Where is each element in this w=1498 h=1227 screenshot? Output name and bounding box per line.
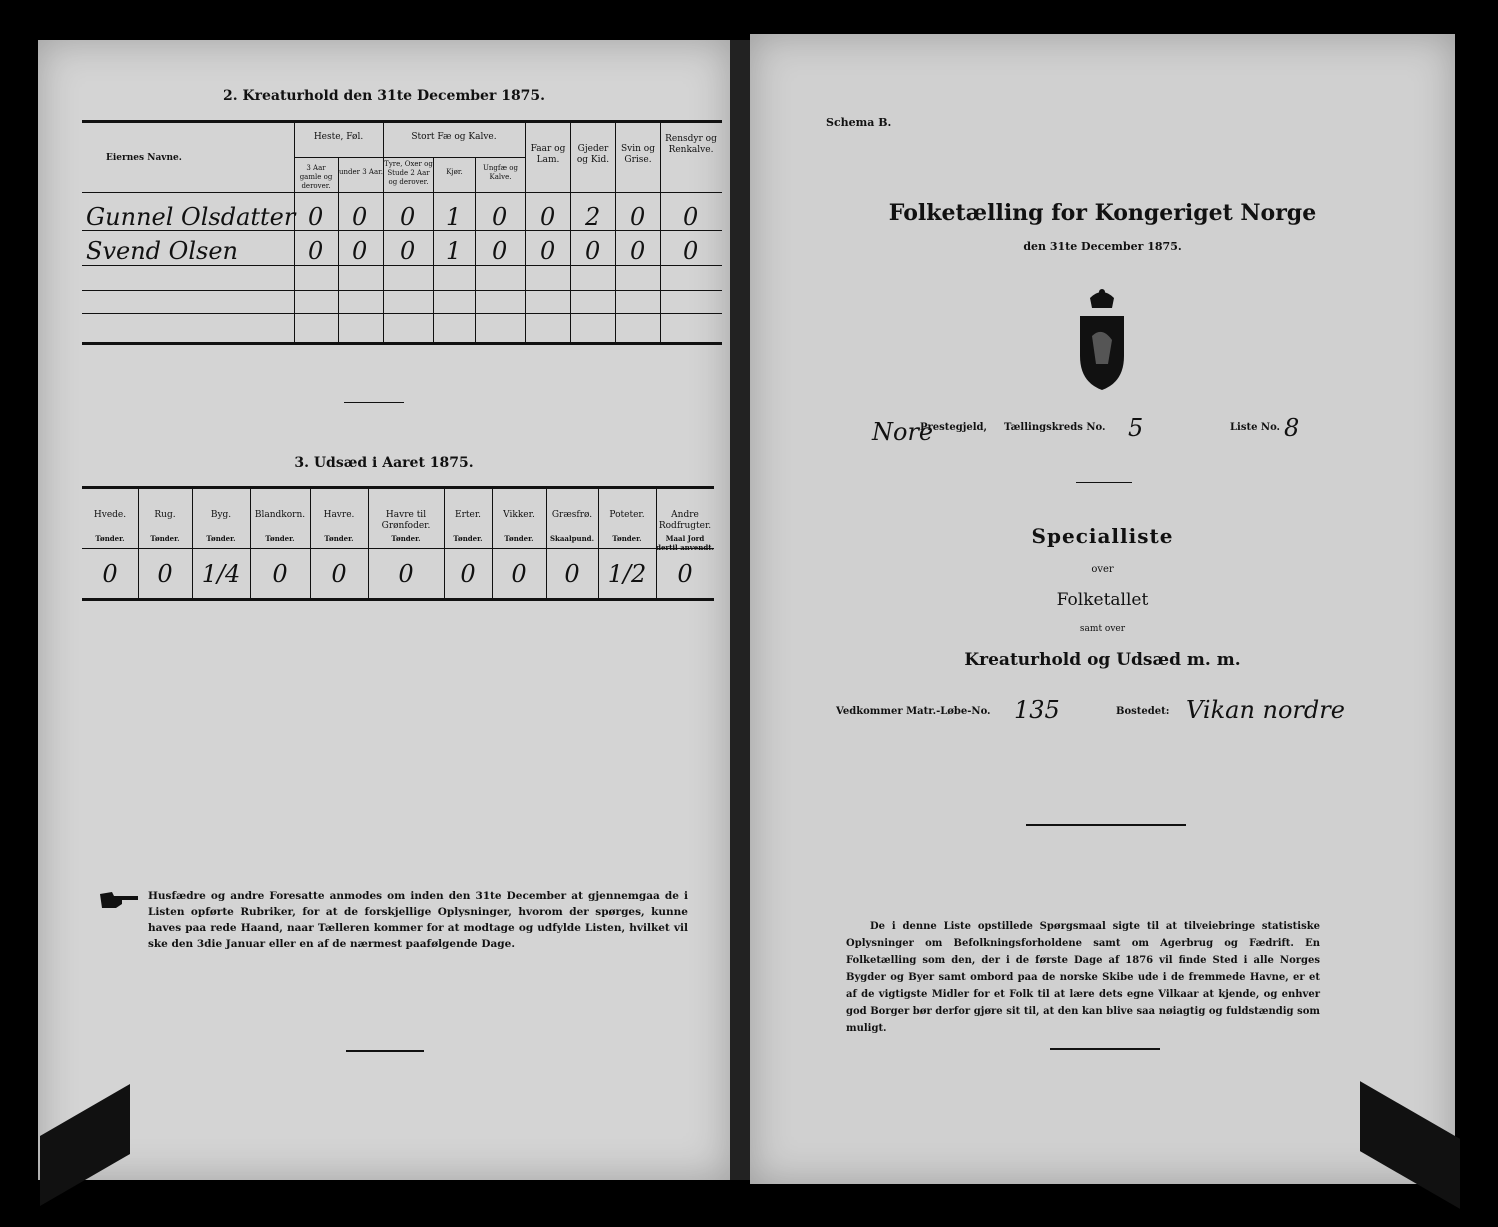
udsaed-unit: Tønder. [150, 534, 180, 543]
udsaed-unit: Tønder. [504, 534, 534, 543]
cell-value: 0 [540, 203, 556, 231]
table2-col-line [475, 157, 476, 342]
table2-row-rule [82, 290, 722, 291]
cell-value: 0 [492, 237, 508, 265]
table2-col-line [383, 120, 384, 342]
cell-value: 0 [492, 203, 508, 231]
cell-value: 0 [683, 237, 699, 265]
udsaed-value: 0 [460, 560, 476, 588]
udsaed-unit: Skaalpund. [549, 534, 595, 543]
udsaed-unit: Tønder. [612, 534, 642, 543]
col-rensdyr: Rensdyr og Renkalve. [665, 134, 717, 155]
cell-value: 0 [585, 237, 601, 265]
udsaed-value: 1/4 [201, 560, 241, 588]
matr-label: Vedkommer Matr.-Løbe-No. [836, 706, 991, 717]
table2-bottom-rule [82, 342, 722, 345]
col-heste-a: 3 Aar gamle og derover. [299, 164, 333, 190]
prestegjeld-value: Nore [872, 418, 934, 446]
liste-label: Liste No. [1230, 422, 1281, 433]
heading-folketallet: Folketallet [1056, 590, 1149, 610]
udsaed-value: 0 [677, 560, 693, 588]
udsaed-header: Rug. [154, 510, 176, 520]
section3-title: 3. Udsæd i Aaret 1875. [294, 455, 474, 471]
taellingskreds-value: 5 [1128, 414, 1144, 442]
separator [346, 1050, 424, 1052]
col-faar: Faar og Lam. [530, 144, 566, 165]
udsaed-header: Byg. [210, 510, 232, 520]
cell-value: 0 [308, 237, 324, 265]
separator [344, 402, 404, 403]
col-stort-b: Kjør. [446, 168, 463, 176]
udsaed-header: Poteter. [609, 510, 645, 520]
cell-value: 1 [446, 237, 462, 265]
book-spine [730, 40, 750, 1180]
udsaed-unit: Maal Jord dertil anvendt. [656, 534, 714, 552]
udsaed-header: Erter. [455, 510, 481, 520]
udsaed-header: Græsfrø. [551, 510, 593, 520]
cell-value: 0 [352, 237, 368, 265]
udsaed-unit: Tønder. [391, 534, 421, 543]
bosted-label: Bostedet: [1116, 706, 1170, 717]
cell-value: 0 [630, 203, 646, 231]
table2-row-rule [82, 313, 722, 314]
col-stort-a: Tyre, Oxer og Stude 2 Aar og derover. [384, 160, 433, 186]
liste-value: 8 [1284, 414, 1300, 442]
coat-of-arms-icon [1074, 286, 1130, 392]
main-subtitle: den 31te December 1875. [1023, 240, 1182, 253]
table2-top-rule [82, 120, 722, 123]
table3-bottom-rule [82, 598, 714, 601]
cell-value: 0 [400, 203, 416, 231]
udsaed-header: Vikker. [503, 510, 535, 520]
separator [1026, 824, 1186, 826]
udsaed-value: 0 [102, 560, 118, 588]
text-over: over [1091, 564, 1114, 575]
table3-top-rule [82, 486, 714, 489]
udsaed-unit: Tønder. [265, 534, 295, 543]
cell-value: 0 [630, 237, 646, 265]
col-heste-b: under 3 Aar. [339, 168, 383, 176]
col-stort-fae: Stort Fæ og Kalve. [411, 132, 497, 142]
udsaed-unit: Tønder. [324, 534, 354, 543]
separator [1050, 1048, 1160, 1050]
udsaed-value: 0 [272, 560, 288, 588]
col-heste: Heste, Føl. [313, 132, 364, 142]
udsaed-unit: Tønder. [453, 534, 483, 543]
cell-value: 0 [308, 203, 324, 231]
udsaed-value: 1/2 [607, 560, 647, 588]
udsaed-header: Havre til Grønfoder. [381, 510, 431, 531]
cell-value: 0 [352, 203, 368, 231]
prestegjeld-label: Prestegjeld, [920, 422, 988, 433]
udsaed-value: 0 [331, 560, 347, 588]
owner-name: Svend Olsen [86, 237, 238, 265]
table2-col-line [338, 157, 339, 342]
col-svin: Svin og Grise. [621, 144, 655, 165]
udsaed-header: Havre. [323, 510, 355, 520]
udsaed-value: 0 [511, 560, 527, 588]
right-page [750, 34, 1455, 1184]
bosted-value: Vikan nordre [1186, 696, 1345, 724]
text-samt-over: samt over [1079, 624, 1126, 634]
owner-name: Gunnel Olsdatter [86, 203, 296, 231]
table3-header-rule [82, 548, 714, 549]
cell-value: 0 [400, 237, 416, 265]
notice-text: Husfædre og andre Foresatte anmodes om inden den 31te December at gjennemgaa de i Listen opførte Rubriker, for at de forskjellige Oplysninger, hvorom der spørges, kunne haves paa rede Haand, naar Tælleren kommer for at modtage og udfylde Listen, hvilket vil ske den 3die Januar eller en af de nærmest paafølgende Dage. [148, 890, 688, 950]
col-stort-c: Ungfæ og Kalve. [483, 164, 518, 181]
matr-value: 135 [1014, 696, 1060, 724]
table2-col-line [433, 157, 434, 342]
table2-col-line [294, 120, 295, 342]
col-eiernes-navne: Eiernes Navne. [106, 153, 182, 163]
footer-text: De i denne Liste opstillede Spørgsmaal sigte til at tilveiebringe statistiske Oplysninger om Befolkningsforholdene samt om Agerbrug og Fædrift. En Folketælling som den, der i de første Dage af 1876 vil finde Sted i alle Norges Bygder og Byer samt ombord paa de norske Skibe ude i de fremmede Havne, er et af de vigtigste Midler for et Folk til at lære dets egne Vilkaar at kjende, og enhver god Borger bør derfor gjøre sit til, at den kan blive saa nøiagtig og fuldstændig som muligt. [846, 921, 1320, 1034]
taellingskreds-label: Tællingskreds No. [1004, 422, 1106, 433]
cell-value: 0 [683, 203, 699, 231]
udsaed-header: Hvede. [93, 510, 127, 520]
udsaed-unit: Tønder. [95, 534, 125, 543]
pointing-hand-icon [98, 890, 142, 910]
section2-title: 2. Kreaturhold den 31te December 1875. [222, 88, 546, 104]
udsaed-value: 0 [157, 560, 173, 588]
udsaed-unit: Tønder. [206, 534, 236, 543]
cell-value: 2 [585, 203, 601, 231]
udsaed-value: 0 [398, 560, 414, 588]
udsaed-header: Blandkorn. [254, 510, 306, 520]
left-page [38, 40, 730, 1180]
table2-row-rule [82, 265, 722, 266]
col-gjeder: Gjeder og Kid. [576, 144, 610, 165]
table2-subheader-rule [294, 157, 525, 158]
udsaed-header: Andre Rodfrugter. [658, 510, 712, 531]
cell-value: 1 [446, 203, 462, 231]
table2-header-rule [82, 192, 722, 193]
heading-specialliste: Specialliste [1031, 524, 1174, 548]
udsaed-value: 0 [564, 560, 580, 588]
separator [1076, 482, 1132, 483]
main-title: Folketælling for Kongeriget Norge [888, 200, 1317, 226]
schema-label: Schema B. [826, 116, 892, 129]
cell-value: 0 [540, 237, 556, 265]
heading-kreaturhold: Kreaturhold og Udsæd m. m. [964, 650, 1241, 670]
